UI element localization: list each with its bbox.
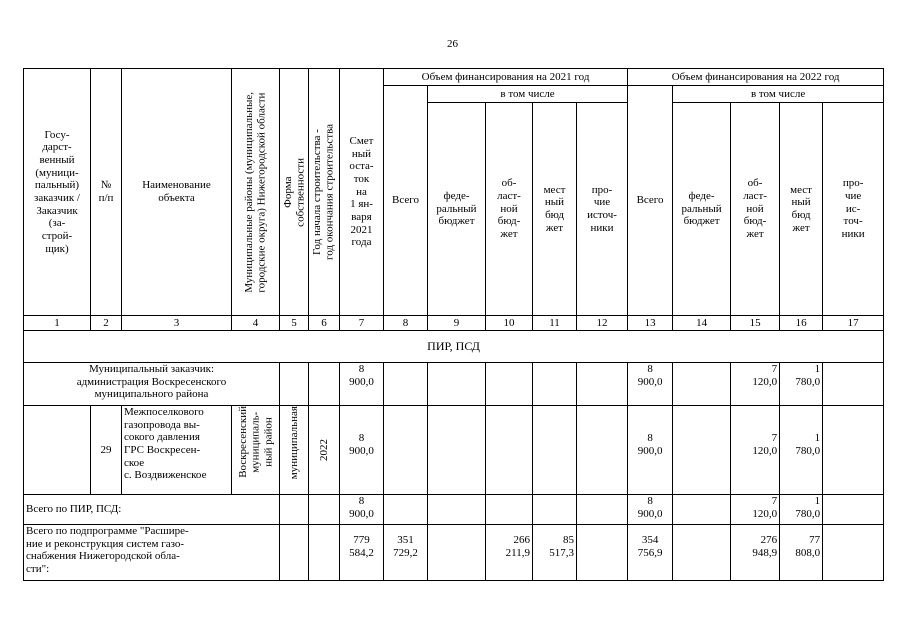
header-fin-2022: Объем финансирования на 2022 год xyxy=(628,69,884,86)
cell-local-2022: 1 780,0 xyxy=(780,363,823,406)
object-district: Воскресенский муниципаль- ный район xyxy=(232,406,280,495)
header-other-2022: про- чие ис- точ- ники xyxy=(823,103,884,316)
header-fin-2021: Объем финансирования на 2021 год xyxy=(384,69,628,86)
object-year: 2022 xyxy=(309,406,340,495)
object-name: Межпоселкового газопровода вы- сокого давления ГРС Воскресен- ское с. Воздвиженское xyxy=(122,406,232,495)
col-number: 17 xyxy=(823,316,884,331)
cell-total-2022: 8 900,0 xyxy=(628,363,673,406)
col-number: 10 xyxy=(486,316,533,331)
header-regional-2022: об- ласт- ной бюд- жет xyxy=(731,103,780,316)
cell-total-2022: 8 900,0 xyxy=(628,406,673,495)
object-row xyxy=(24,406,884,495)
header-incl-2021: в том числе xyxy=(428,86,628,103)
cell-regional-2021: 266 211,9 xyxy=(486,525,533,581)
col-number: 8 xyxy=(384,316,428,331)
cell-estimate: 8 900,0 xyxy=(340,406,384,495)
header-federal-2021: феде- ральный бюджет xyxy=(428,103,486,316)
cell-total-2022: 354 756,9 xyxy=(628,525,673,581)
col-number: 3 xyxy=(122,316,232,331)
header-local-2021: мест ный бюд жет xyxy=(533,103,577,316)
col-number: 6 xyxy=(309,316,340,331)
cell-regional-2022: 7 120,0 xyxy=(731,495,780,525)
object-ownership: муниципальная xyxy=(280,406,309,495)
cell-total-2022: 8 900,0 xyxy=(628,495,673,525)
page-number: 26 xyxy=(447,38,458,50)
cell-local-2022: 1 780,0 xyxy=(780,406,823,495)
header-federal-2022: феде- ральный бюджет xyxy=(673,103,731,316)
financing-table xyxy=(23,68,884,581)
col-number: 15 xyxy=(731,316,780,331)
customer-row xyxy=(24,363,884,406)
header-ownership: Форма собственности xyxy=(280,69,309,316)
total-sub-label: Всего по подпрограмме "Расшире- ние и реконструкция систем газо- снабжения Нижегородской обла- сти": xyxy=(24,525,280,581)
section-title: ПИР, ПСД xyxy=(24,331,884,363)
total-subprogram-row xyxy=(24,525,884,581)
col-number: 16 xyxy=(780,316,823,331)
cell-estimate: 779 584,2 xyxy=(340,525,384,581)
total-pir-label: Всего по ПИР, ПСД: xyxy=(24,495,280,525)
column-number-row xyxy=(24,316,884,331)
col-number: 9 xyxy=(428,316,486,331)
header-estimate: Смет ный оста- ток на 1 ян- варя 2021 года xyxy=(340,69,384,316)
header-total-2022: Всего xyxy=(628,86,673,316)
col-number: 1 xyxy=(24,316,91,331)
header-years: Год начала строительства - год окончания строительства xyxy=(309,69,340,316)
header-other-2021: про- чие источ- ники xyxy=(577,103,628,316)
cell-estimate: 8 900,0 xyxy=(340,495,384,525)
cell-total-2021: 351 729,2 xyxy=(384,525,428,581)
object-num: 29 xyxy=(91,406,122,495)
cell-regional-2022: 7 120,0 xyxy=(731,363,780,406)
header-num: № п/п xyxy=(91,69,122,316)
cell-estimate: 8 900,0 xyxy=(340,363,384,406)
cell-local-2022: 1 780,0 xyxy=(780,495,823,525)
cell-local-2022: 77 808,0 xyxy=(780,525,823,581)
header-customer: Госу- дарст- венный (муници- пальный) заказчик / Заказчик (за- строй- щик) xyxy=(24,69,91,316)
header-incl-2022: в том числе xyxy=(673,86,884,103)
header-local-2022: мест ный бюд жет xyxy=(780,103,823,316)
col-number: 13 xyxy=(628,316,673,331)
col-number: 7 xyxy=(340,316,384,331)
col-number: 11 xyxy=(533,316,577,331)
cell-regional-2022: 276 948,9 xyxy=(731,525,780,581)
header-districts: Муниципальные районы (муниципальные, городские округа) Нижегородской области xyxy=(232,69,280,316)
col-number: 2 xyxy=(91,316,122,331)
col-number: 5 xyxy=(280,316,309,331)
total-pir-row xyxy=(24,495,884,525)
col-number: 4 xyxy=(232,316,280,331)
cell-regional-2022: 7 120,0 xyxy=(731,406,780,495)
header-regional-2021: об- ласт- ной бюд- жет xyxy=(486,103,533,316)
col-number: 12 xyxy=(577,316,628,331)
header-total-2021: Всего xyxy=(384,86,428,316)
header-name: Наименование объекта xyxy=(122,69,232,316)
customer-label: Муниципальный заказчик: администрация Воскресенского муниципального района xyxy=(24,363,280,406)
col-number: 14 xyxy=(673,316,731,331)
cell-local-2021: 85 517,3 xyxy=(533,525,577,581)
